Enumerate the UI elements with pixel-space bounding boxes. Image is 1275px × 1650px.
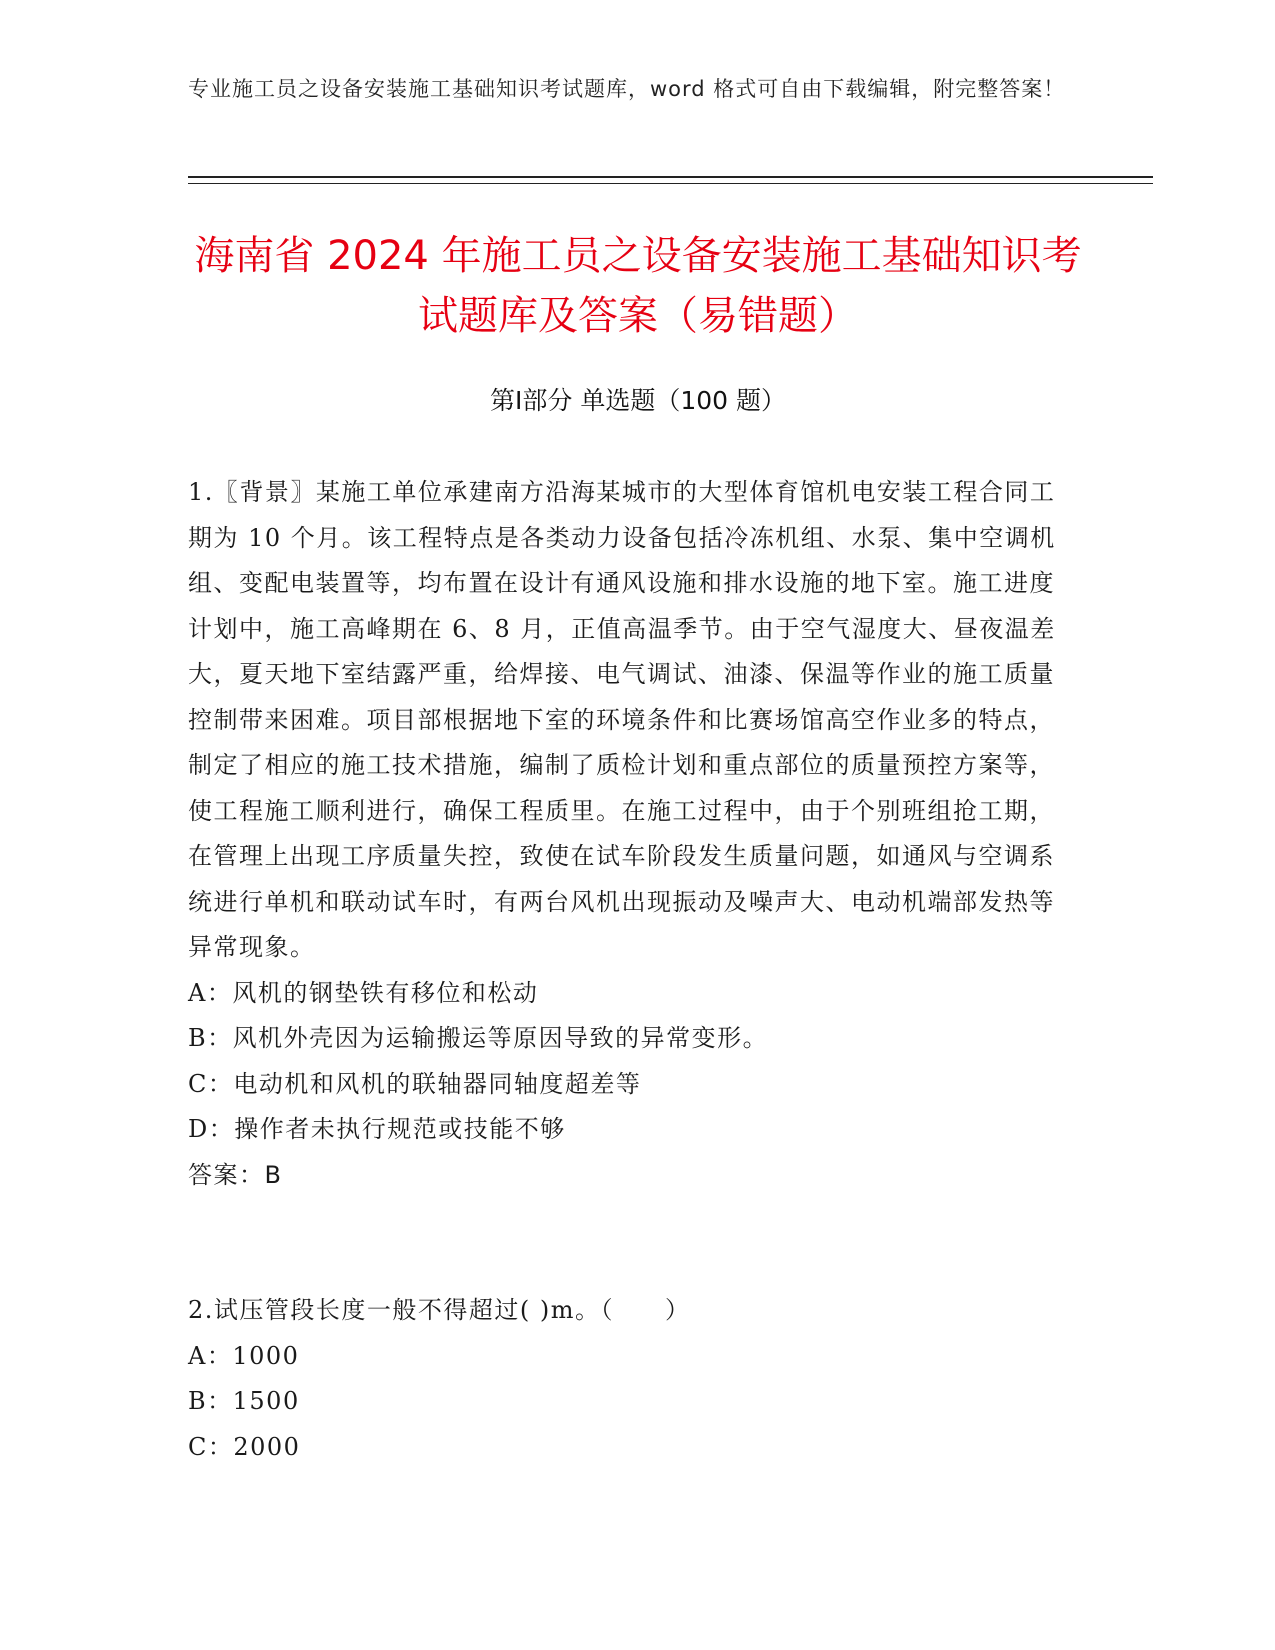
option-b: B：风机外壳因为运输搬运等原因导致的异常变形。 (188, 1024, 769, 1052)
section-title: 第Ⅰ部分 单选题（100 题） (490, 386, 786, 415)
option-list (188, 971, 1068, 1153)
question-2 (188, 1288, 1068, 1470)
question-text: 2.试压管段长度一般不得超过( )m。（ ） (188, 1296, 691, 1324)
option-list (188, 1334, 1068, 1471)
option-b: B：1500 (188, 1387, 300, 1415)
option-c: C：电动机和风机的联轴器同轴度超差等 (188, 1069, 642, 1098)
option-c: C：2000 (188, 1432, 301, 1461)
header-note: 专业施工员之设备安装施工基础知识考试题库，word 格式可自由下载编辑，附完整答案！ (188, 77, 1066, 101)
question-text: 1.〖背景〗某施工单位承建南方沿海某城市的大型体育馆机电安装工程合同工期为 10 个月。该工程特点是各类动力设备包括冷冻机组、水泵、集中空调机组、变配电装置等，均布置在设计有通风设施和排水设施的地下室。施工进度计划中，施工高峰期在 6、8 月，正值高温季节。由于空气湿度大、昼夜温差大，夏天地下室结露严重，给焊接、电气调试、油漆、保温等作业的施工质量控制带来困难。项目部根据地下室的环境条件和比赛场馆高空作业多的特点，制定了相应的施工技术措施，编制了质检计划和重点部位的质量预控方案等，使工程施工顺利进行，确保工程质里。在施工过程中，由于个别班组抢工期，在管理上出现工序质量失控，致使在试车阶段发生质量问题，如通风与空调系统进行单机和联动试车时，有两台风机出现振动及噪声大、电动机端部发热等异常现象。 (188, 478, 1056, 961)
option-d: D：操作者未执行规范或技能不够 (188, 1115, 566, 1143)
option-a: A：风机的钢垫铁有移位和松动 (188, 978, 539, 1007)
question-1 (188, 470, 1068, 1198)
answer: 答案：B (188, 1160, 283, 1189)
header-divider-thick (188, 176, 1153, 178)
document-title: 海南省 2024 年施工员之设备安装施工基础知识考试题库及答案（易错题） (194, 233, 1082, 339)
option-a: A：1000 (188, 1341, 300, 1370)
header-divider-thin (188, 183, 1153, 184)
